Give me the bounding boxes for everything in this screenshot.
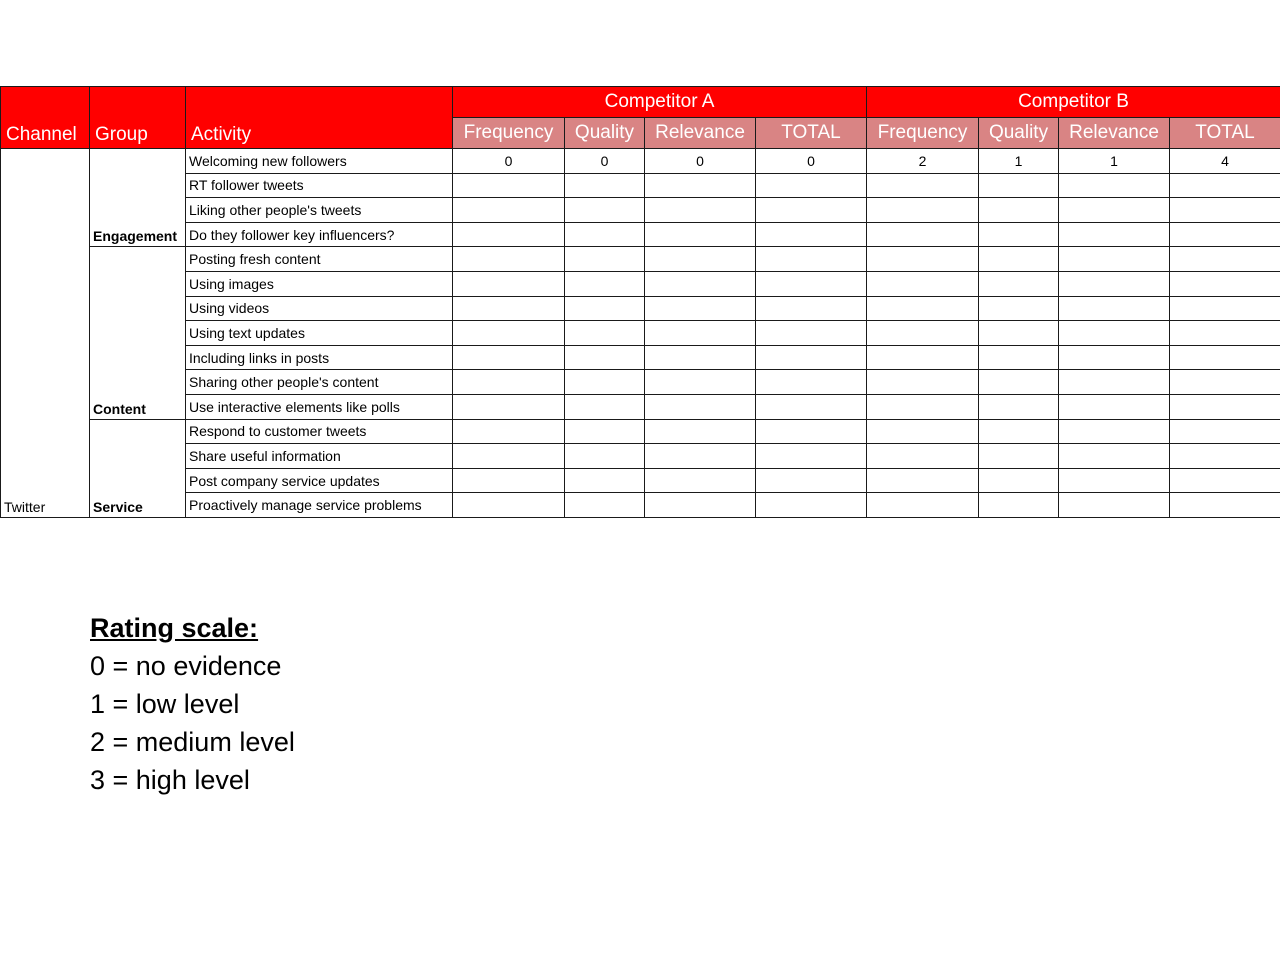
score-cell-a[interactable] xyxy=(453,493,565,518)
score-cell-a[interactable] xyxy=(645,222,756,247)
activity-cell: Liking other people's tweets xyxy=(186,198,453,223)
score-cell-a[interactable] xyxy=(453,271,565,296)
score-cell-b[interactable] xyxy=(1059,296,1170,321)
score-cell-a[interactable] xyxy=(453,296,565,321)
score-cell-a[interactable] xyxy=(565,198,645,223)
header-competitor-b: Competitor B xyxy=(867,87,1280,118)
score-cell-a[interactable] xyxy=(565,247,645,272)
score-cell-a[interactable] xyxy=(756,468,867,493)
score-cell-b[interactable] xyxy=(867,345,979,370)
score-cell-a[interactable] xyxy=(756,222,867,247)
score-cell-a[interactable] xyxy=(756,271,867,296)
score-cell-a[interactable] xyxy=(645,345,756,370)
score-cell-a[interactable] xyxy=(565,321,645,346)
score-cell-a[interactable] xyxy=(565,271,645,296)
score-cell-b[interactable] xyxy=(867,468,979,493)
score-cell-a[interactable] xyxy=(645,444,756,469)
table-body xyxy=(1,149,1280,518)
score-cell-a[interactable] xyxy=(645,493,756,518)
header-activity: Activity xyxy=(186,87,453,149)
score-cell-a[interactable] xyxy=(645,419,756,444)
score-cell-b[interactable] xyxy=(867,321,979,346)
score-cell-a[interactable] xyxy=(756,173,867,198)
score-cell-b[interactable] xyxy=(867,394,979,419)
table-row xyxy=(1,321,1280,346)
activity-cell: Using videos xyxy=(186,296,453,321)
table-row xyxy=(1,222,1280,247)
score-cell-a[interactable] xyxy=(756,321,867,346)
table-row xyxy=(1,296,1280,321)
activity-cell: Do they follower key influencers? xyxy=(186,222,453,247)
score-cell-a[interactable] xyxy=(645,247,756,272)
header-channel: Channel xyxy=(1,87,90,149)
rating-scale-item: 2 = medium level xyxy=(90,727,295,757)
score-cell-b[interactable] xyxy=(979,222,1059,247)
activity-cell: RT follower tweets xyxy=(186,173,453,198)
score-cell-b[interactable] xyxy=(1170,468,1280,493)
table-row xyxy=(1,271,1280,296)
score-cell-b[interactable] xyxy=(1170,247,1280,272)
score-cell-a[interactable] xyxy=(565,370,645,395)
header-b-quality: Quality xyxy=(979,118,1059,149)
score-cell-b[interactable] xyxy=(867,198,979,223)
score-cell-a[interactable] xyxy=(645,296,756,321)
score-cell-b[interactable] xyxy=(979,247,1059,272)
score-cell-b[interactable] xyxy=(867,296,979,321)
header-competitor-a: Competitor A xyxy=(453,87,867,118)
score-cell-b[interactable] xyxy=(979,468,1059,493)
activity-cell: Share useful information xyxy=(186,444,453,469)
score-cell-b[interactable] xyxy=(867,444,979,469)
score-cell-a[interactable] xyxy=(453,444,565,469)
table-row xyxy=(1,394,1280,419)
score-cell-a[interactable] xyxy=(645,271,756,296)
score-cell-a[interactable] xyxy=(645,198,756,223)
score-cell-b[interactable] xyxy=(979,173,1059,198)
score-cell-b[interactable] xyxy=(1170,493,1280,518)
score-cell-a[interactable] xyxy=(565,444,645,469)
header-a-relevance: Relevance xyxy=(645,118,756,149)
activity-cell: Including links in posts xyxy=(186,345,453,370)
score-cell-b[interactable] xyxy=(1170,271,1280,296)
score-cell-b[interactable]: 1 xyxy=(1059,149,1170,174)
header-b-total: TOTAL xyxy=(1170,118,1280,149)
score-cell-a[interactable] xyxy=(565,296,645,321)
score-cell-a[interactable] xyxy=(756,444,867,469)
score-cell-a[interactable] xyxy=(453,419,565,444)
score-cell-b[interactable] xyxy=(1059,271,1170,296)
score-cell-a[interactable] xyxy=(453,247,565,272)
score-cell-a[interactable] xyxy=(645,370,756,395)
score-cell-b[interactable] xyxy=(1059,468,1170,493)
rating-scale xyxy=(90,610,295,799)
score-cell-a[interactable] xyxy=(453,222,565,247)
score-cell-b[interactable] xyxy=(979,493,1059,518)
score-cell-a[interactable] xyxy=(565,468,645,493)
group-cell: Engagement xyxy=(90,149,186,247)
score-cell-a[interactable] xyxy=(645,321,756,346)
score-cell-a[interactable] xyxy=(565,222,645,247)
score-cell-b[interactable] xyxy=(1059,444,1170,469)
score-cell-a[interactable] xyxy=(565,173,645,198)
score-cell-b[interactable] xyxy=(1059,493,1170,518)
score-cell-b[interactable] xyxy=(1170,444,1280,469)
score-cell-a[interactable] xyxy=(453,394,565,419)
score-cell-a[interactable] xyxy=(453,468,565,493)
score-cell-b[interactable] xyxy=(1170,198,1280,223)
score-cell-b[interactable] xyxy=(1170,222,1280,247)
score-cell-b[interactable]: 2 xyxy=(867,149,979,174)
score-cell-b[interactable] xyxy=(1059,321,1170,346)
score-cell-a[interactable] xyxy=(453,198,565,223)
score-cell-b[interactable] xyxy=(1059,394,1170,419)
rating-scale-item: 0 = no evidence xyxy=(90,651,282,681)
group-cell: Content xyxy=(90,247,186,419)
score-cell-b[interactable] xyxy=(867,370,979,395)
score-cell-a[interactable] xyxy=(756,394,867,419)
table-row xyxy=(1,468,1280,493)
score-cell-a[interactable] xyxy=(645,468,756,493)
score-cell-b[interactable] xyxy=(979,394,1059,419)
score-cell-a[interactable]: 0 xyxy=(565,149,645,174)
score-cell-b[interactable] xyxy=(867,247,979,272)
score-cell-b[interactable] xyxy=(1059,370,1170,395)
rating-scale-item: 3 = high level xyxy=(90,765,250,795)
score-cell-b[interactable]: 1 xyxy=(979,149,1059,174)
activity-cell: Respond to customer tweets xyxy=(186,419,453,444)
score-cell-b[interactable] xyxy=(1170,173,1280,198)
score-cell-b[interactable] xyxy=(867,222,979,247)
score-cell-a[interactable] xyxy=(756,345,867,370)
score-cell-a[interactable] xyxy=(453,370,565,395)
score-cell-b[interactable] xyxy=(1059,345,1170,370)
score-cell-a[interactable] xyxy=(565,394,645,419)
score-cell-a[interactable] xyxy=(756,247,867,272)
score-cell-b[interactable] xyxy=(867,419,979,444)
header-b-relevance: Relevance xyxy=(1059,118,1170,149)
table-row xyxy=(1,173,1280,198)
table-row xyxy=(1,345,1280,370)
header-a-quality: Quality xyxy=(565,118,645,149)
activity-cell: Sharing other people's content xyxy=(186,370,453,395)
header-a-total: TOTAL xyxy=(756,118,867,149)
group-cell: Service xyxy=(90,419,186,517)
header-b-frequency: Frequency xyxy=(867,118,979,149)
header-a-frequency: Frequency xyxy=(453,118,565,149)
score-cell-a[interactable] xyxy=(453,321,565,346)
score-cell-b[interactable] xyxy=(1170,419,1280,444)
rating-scale-item: 1 = low level xyxy=(90,689,240,719)
table-row xyxy=(1,419,1280,444)
score-cell-a[interactable]: 0 xyxy=(756,149,867,174)
activity-cell: Proactively manage service problems xyxy=(186,493,453,518)
channel-cell: Twitter xyxy=(1,149,90,518)
score-cell-b[interactable] xyxy=(1170,394,1280,419)
score-cell-b[interactable] xyxy=(1170,345,1280,370)
score-cell-b[interactable] xyxy=(1059,198,1170,223)
score-cell-a[interactable]: 0 xyxy=(645,149,756,174)
score-cell-b[interactable] xyxy=(979,345,1059,370)
activity-cell: Using images xyxy=(186,271,453,296)
score-cell-a[interactable] xyxy=(453,345,565,370)
table-row xyxy=(1,198,1280,223)
score-cell-a[interactable] xyxy=(756,370,867,395)
score-cell-b[interactable] xyxy=(979,296,1059,321)
score-cell-a[interactable] xyxy=(645,394,756,419)
score-cell-b[interactable] xyxy=(1170,296,1280,321)
score-cell-b[interactable] xyxy=(867,173,979,198)
table-row xyxy=(1,247,1280,272)
competitor-audit-table xyxy=(0,86,1280,518)
score-cell-b[interactable] xyxy=(1059,222,1170,247)
rating-scale-heading: Rating scale: xyxy=(90,613,259,643)
score-cell-b[interactable] xyxy=(979,370,1059,395)
score-cell-a[interactable] xyxy=(756,419,867,444)
score-cell-b[interactable] xyxy=(979,321,1059,346)
score-cell-b[interactable] xyxy=(979,444,1059,469)
score-cell-b[interactable] xyxy=(1059,419,1170,444)
score-cell-b[interactable] xyxy=(979,271,1059,296)
score-cell-a[interactable] xyxy=(565,345,645,370)
table-row xyxy=(1,493,1280,518)
table-row xyxy=(1,444,1280,469)
score-cell-a[interactable]: 0 xyxy=(453,149,565,174)
score-cell-b[interactable] xyxy=(1059,173,1170,198)
score-cell-b[interactable] xyxy=(1170,370,1280,395)
score-cell-a[interactable] xyxy=(453,173,565,198)
activity-cell: Use interactive elements like polls xyxy=(186,394,453,419)
score-cell-a[interactable] xyxy=(645,173,756,198)
score-cell-a[interactable] xyxy=(756,493,867,518)
table-row xyxy=(1,370,1280,395)
score-cell-b[interactable] xyxy=(867,271,979,296)
activity-cell: Posting fresh content xyxy=(186,247,453,272)
score-cell-b[interactable] xyxy=(979,198,1059,223)
score-cell-a[interactable] xyxy=(565,493,645,518)
activity-cell: Using text updates xyxy=(186,321,453,346)
header-group: Group xyxy=(90,87,186,149)
score-cell-b[interactable]: 4 xyxy=(1170,149,1280,174)
score-cell-b[interactable] xyxy=(979,419,1059,444)
table-row xyxy=(1,149,1280,174)
score-cell-b[interactable] xyxy=(1059,247,1170,272)
score-cell-a[interactable] xyxy=(565,419,645,444)
score-cell-b[interactable] xyxy=(1170,321,1280,346)
activity-cell: Welcoming new followers xyxy=(186,149,453,174)
activity-cell: Post company service updates xyxy=(186,468,453,493)
score-cell-a[interactable] xyxy=(756,296,867,321)
score-cell-a[interactable] xyxy=(756,198,867,223)
score-cell-b[interactable] xyxy=(867,493,979,518)
